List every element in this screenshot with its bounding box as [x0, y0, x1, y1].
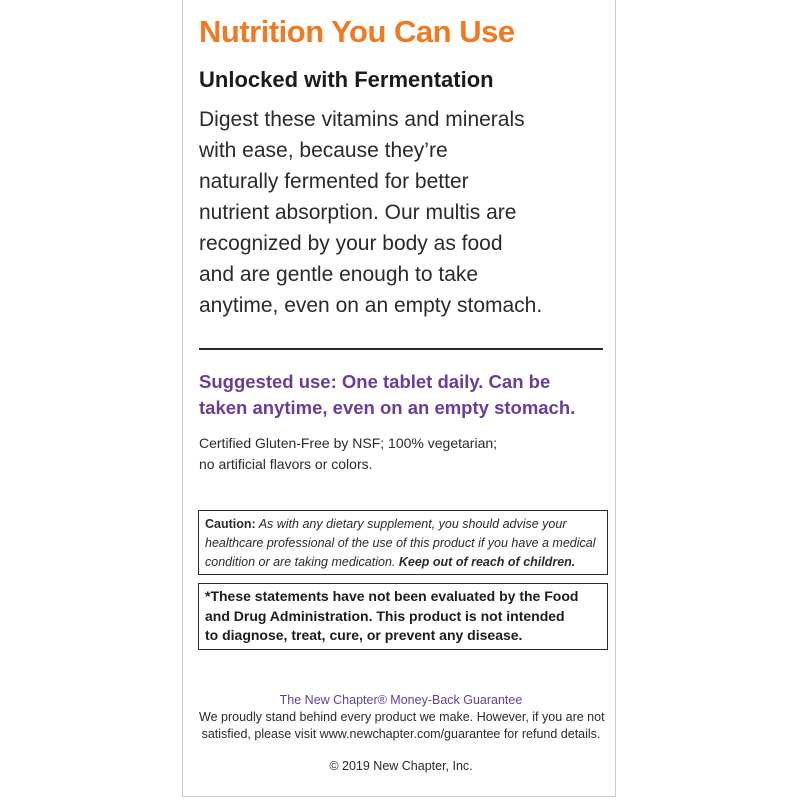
- suggested-use: [199, 369, 609, 421]
- fda-disclaimer-box: [198, 583, 608, 650]
- certification-line: no artificial flavors or colors.: [199, 456, 373, 472]
- description-line: anytime, even on an empty stomach.: [199, 294, 543, 317]
- description-paragraph: [199, 104, 609, 321]
- fda-disclaimer-line: and Drug Administration. This product is not intended: [205, 607, 565, 624]
- section-divider: [199, 348, 603, 350]
- copyright-notice: © 2019 New Chapter, Inc.: [329, 759, 473, 773]
- guarantee-section: [199, 692, 603, 743]
- caution-text: condition or are taking medication.: [205, 555, 399, 569]
- description-line: recognized by your body as food: [199, 232, 503, 255]
- fda-disclaimer-line: *These statements have not been evaluated by the Food: [205, 588, 579, 604]
- certification-note: [199, 433, 609, 475]
- certification-line: Certified Gluten-Free by NSF; 100% vegetarian;: [199, 435, 498, 451]
- product-label-panel: [182, 0, 616, 797]
- description-line: nutrient absorption. Our multis are: [199, 201, 517, 224]
- description-line: Digest these vitamins and minerals: [199, 108, 525, 131]
- caution-line: [205, 515, 601, 534]
- caution-text: As with any dietary supplement, you should advise your: [255, 517, 567, 531]
- suggested-use-line: Suggested use: One tablet daily. Can be: [199, 371, 551, 392]
- suggested-use-line: taken anytime, even on an empty stomach.: [199, 397, 576, 418]
- subheadline: Unlocked with Fermentation: [199, 67, 494, 92]
- description-line: with ease, because they’re: [199, 139, 448, 162]
- caution-box: [198, 510, 608, 575]
- fda-disclaimer-line: to diagnose, treat, cure, or prevent any disease.: [205, 627, 523, 643]
- description-line: naturally fermented for better: [199, 170, 469, 193]
- headline: Nutrition You Can Use: [199, 14, 515, 49]
- child-warning: Keep out of reach of children.: [398, 555, 576, 569]
- guarantee-line: satisfied, please visit www.newchapter.com/guarantee for refund details.: [201, 727, 601, 741]
- caution-line: [205, 553, 601, 572]
- guarantee-title: The New Chapter® Money-Back Guarantee: [279, 693, 523, 707]
- guarantee-line: We proudly stand behind every product we make. However, if you are not: [199, 710, 605, 724]
- caution-label: Caution:: [205, 517, 256, 531]
- description-line: and are gentle enough to take: [199, 263, 479, 286]
- caution-line: healthcare professional of the use of this product if you have a medical: [205, 536, 596, 550]
